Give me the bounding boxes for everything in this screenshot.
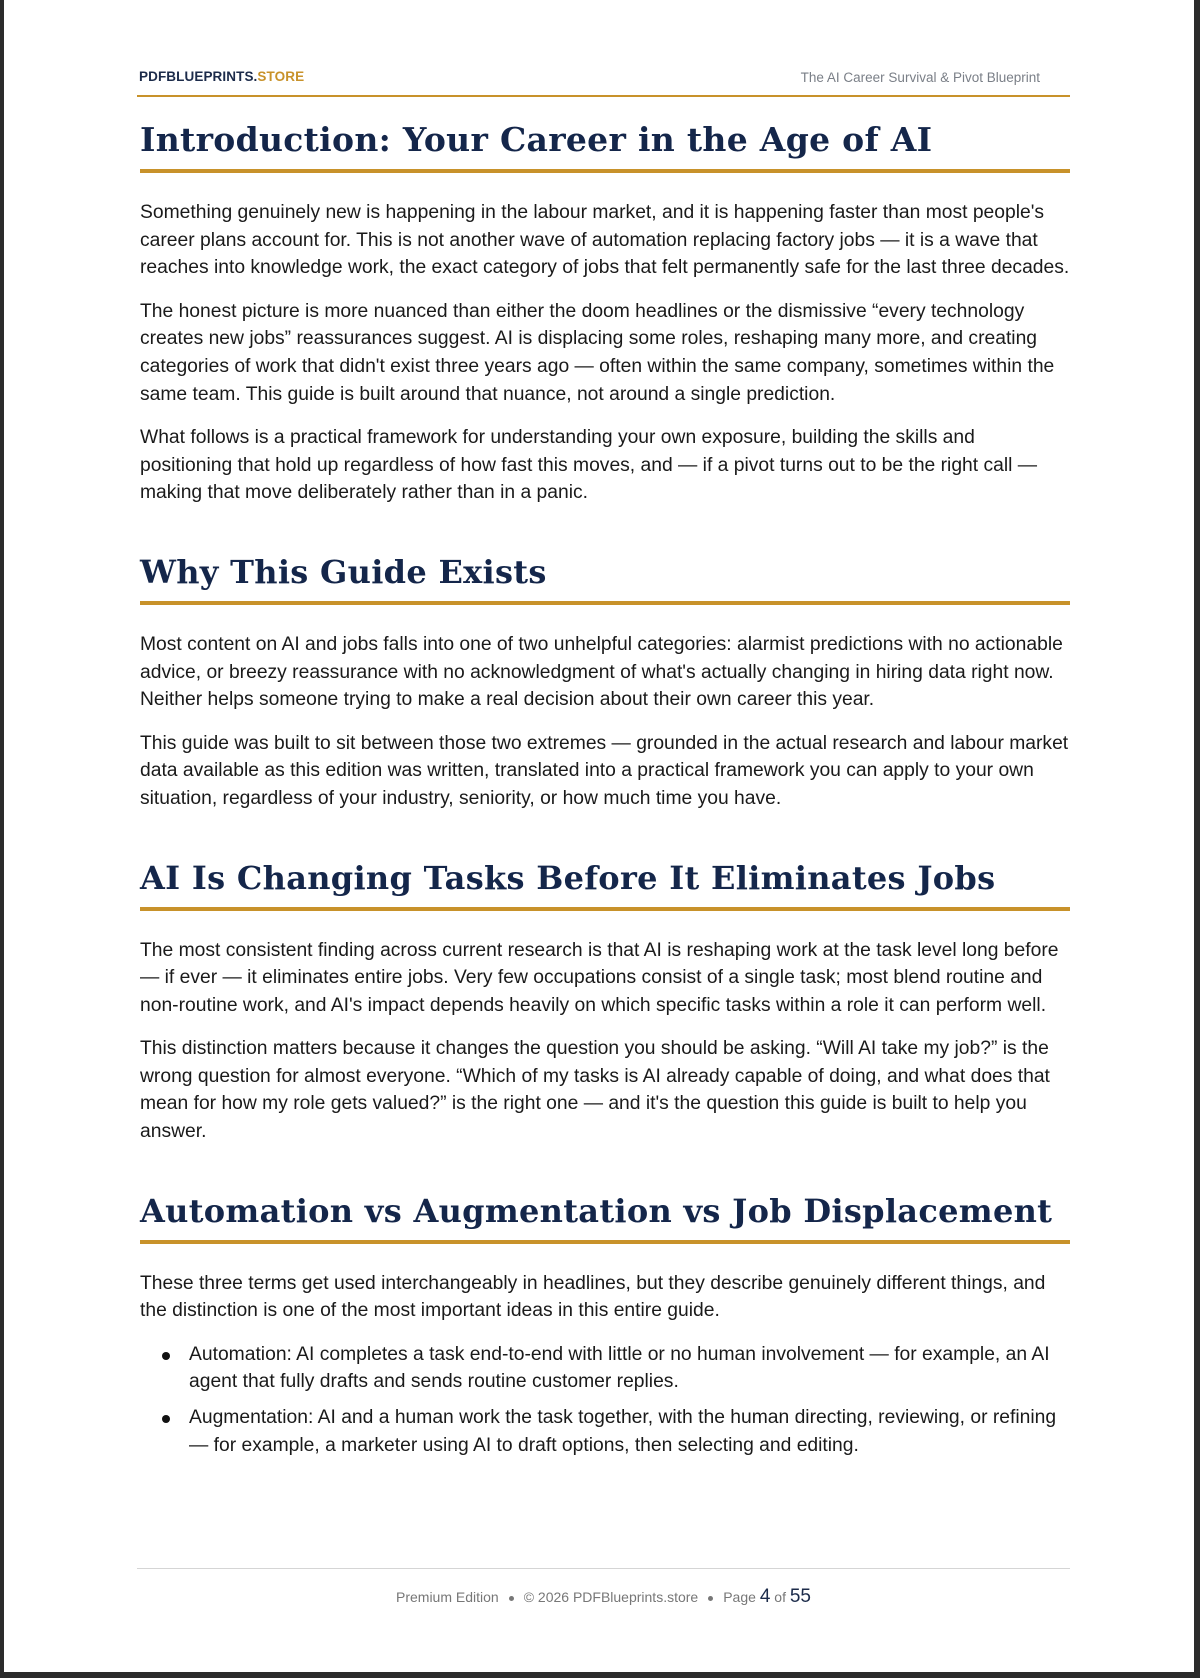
section-heading-automation-augmentation-displacement: Automation vs Augmentation vs Job Displacement	[140, 1190, 1070, 1244]
paragraph: Something genuinely new is happening in the labour market, and it is happening faster than most people's career plans account for. This is not another wave of automation replacing factory jobs — it is a wave that reaches into knowledge work, the exact category of jobs that felt permanently safe for the last three decades.	[140, 202, 1070, 279]
total-pages: 55	[789, 1586, 811, 1607]
paragraph: These three terms get used interchangeably in headlines, but they describe genuinely different things, and the distinction is one of the most important ideas in this entire guide.	[140, 1272, 1046, 1322]
separator-dot-icon	[708, 1596, 713, 1601]
list-item-text: Augmentation: AI and a human work the task together, with the human directing, reviewing, or refining — for example, a marketer using AI to draft options, then selecting and editing.	[189, 1407, 1057, 1456]
brand-accent: STORE	[257, 69, 305, 84]
page-content	[140, 119, 1070, 1467]
edition-label: Premium Edition	[396, 1589, 499, 1605]
section-heading-why-guide-exists: Why This Guide Exists	[140, 551, 1070, 605]
section-heading-introduction: Introduction: Your Career in the Age of AI	[140, 119, 1070, 173]
page-header	[137, 68, 1070, 97]
paragraph: What follows is a practical framework for understanding your own exposure, building the skills and positioning that hold up regardless of how fast this moves, and — if a pivot turns out to be the right call — making that move deliberately rather than in a panic.	[140, 427, 1038, 504]
copyright-text: © 2026 PDFBlueprints.store	[523, 1589, 699, 1605]
page-label: Page	[723, 1589, 756, 1605]
paragraph: The most consistent finding across current research is that AI is reshaping work at the task level long before — if ever — it eliminates entire jobs. Very few occupations consist of a single task; most blend routine and non-routine work, and AI's impact depends heavily on which specific tasks within a role it can perform well.	[140, 939, 1059, 1016]
list-item-text: Automation: AI completes a task end-to-end with little or no human involvement — for example, an AI agent that fully drafts and sends routine customer replies.	[189, 1343, 1050, 1393]
brand-logo-text	[139, 69, 304, 84]
brand-main: PDFBLUEPRINTS.	[139, 69, 258, 84]
section-heading-tasks-before-jobs: AI Is Changing Tasks Before It Eliminates Jobs	[140, 857, 1070, 911]
document-page	[4, 0, 1194, 1672]
page-footer	[137, 1568, 1070, 1608]
list-item	[189, 1404, 1070, 1459]
paragraph: This guide was built to sit between those two extremes — grounded in the actual research and labour market data available as this edition was written, translated into a practical framework you can apply to your own situation, regardless of your industry, seniority, or how much time you have.	[140, 732, 1069, 809]
of-label: of	[774, 1589, 786, 1605]
separator-dot-icon	[509, 1596, 514, 1601]
paragraph: Most content on AI and jobs falls into one of two unhelpful categories: alarmist predictions with no actionable advice, or breezy reassurance with no acknowledgment of what's actually changing in hiring data right now. Neither helps someone trying to make a real decision about their own career this year.	[140, 633, 1063, 711]
page-number: 4	[759, 1586, 771, 1607]
bullet-icon	[162, 1352, 170, 1360]
paragraph: This distinction matters because it changes the question you should be asking. “Will AI take my job?” is the wrong question for almost everyone. “Which of my tasks is AI already capable of doing, and what does that mean for how my role gets valued?” is the right one — and it's the question this guide is built to help you answer.	[140, 1038, 1050, 1143]
bullet-list	[140, 1341, 1070, 1459]
running-title: The AI Career Survival & Pivot Blueprint	[800, 70, 1040, 85]
list-item	[189, 1341, 1070, 1396]
bullet-icon	[162, 1415, 170, 1423]
paragraph: The honest picture is more nuanced than either the doom headlines or the dismissive “every technology creates new jobs” reassurances suggest. AI is displacing some roles, reshaping many more, and creating categories of work that didn't exist three years ago — often within the same company, sometimes within the same team. This guide is built around that nuance, not around a single prediction.	[140, 300, 1055, 405]
